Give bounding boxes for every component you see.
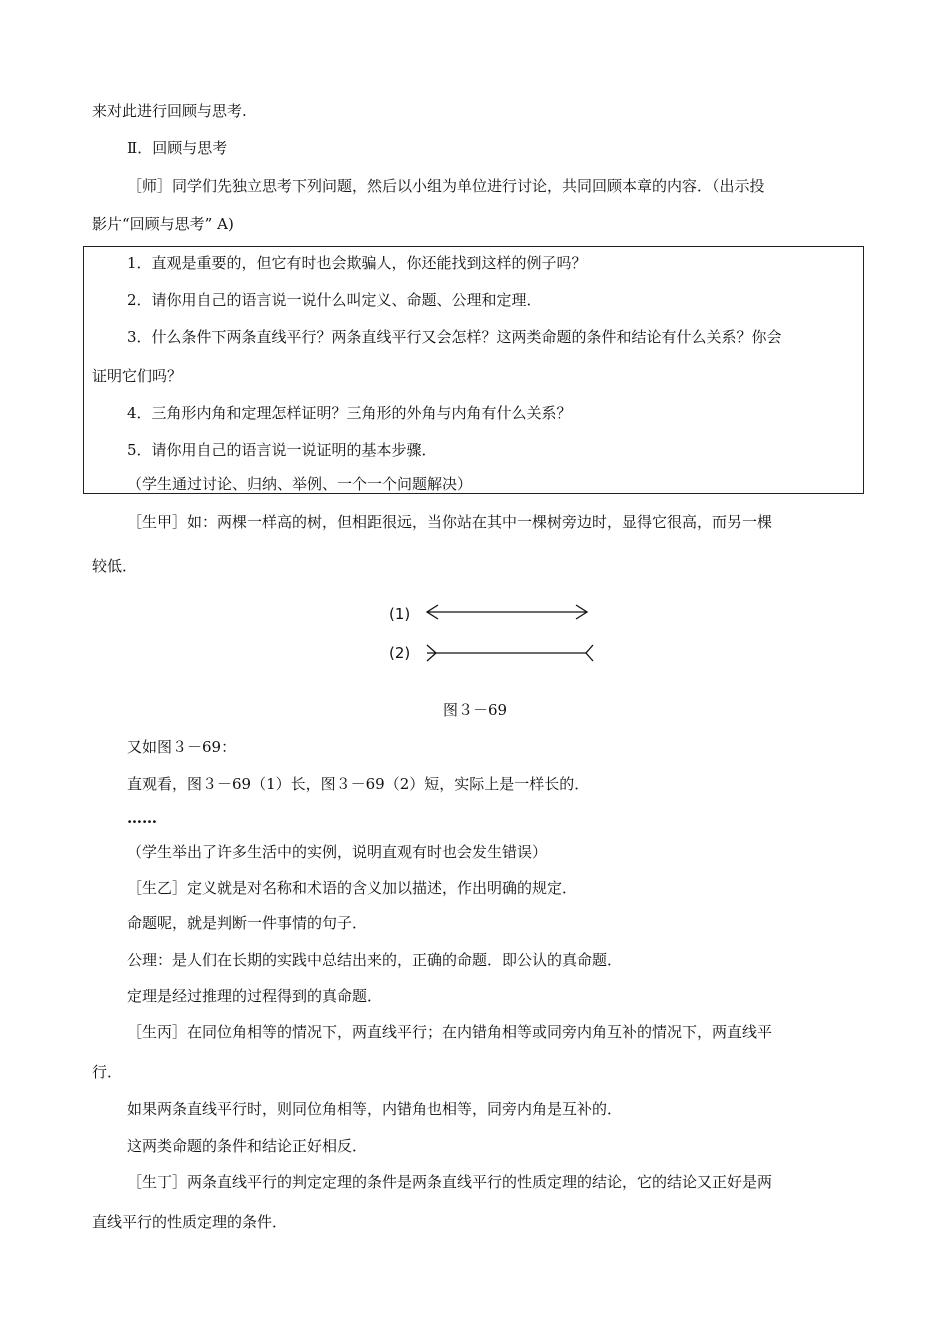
question-3-line1: 3．什么条件下两条直线平行？两条直线平行又会怎样？这两类命题的条件和结论有什么关系？你会 — [127, 328, 782, 346]
student-bing-line1: ［生丙］在同位角相等的情况下，两直线平行；在内错角相等或同旁内角互补的情况下，两直线平 — [127, 1023, 773, 1041]
figure-2-inward-arrows — [427, 645, 593, 661]
ellipsis: …… — [127, 809, 157, 827]
figure-label-1: (1) — [389, 605, 411, 623]
question-4: 4．三角形内角和定理怎样证明？三角形的外角与内角有什么关系？ — [127, 404, 572, 422]
paragraph-intro: 来对此进行回顾与思考. — [92, 102, 247, 120]
axiom-definition: 公理：是人们在长期的实践中总结出来的，正确的命题．即公认的真命题． — [127, 951, 623, 969]
theorem-definition: 定理是经过推理的过程得到的真命题． — [127, 987, 383, 1005]
teacher-paragraph-line2: 影片“回顾与思考” A) — [92, 215, 234, 233]
condition-conclusion-note: 这两类命题的条件和结论正好相反． — [127, 1137, 368, 1155]
parallel-properties: 如果两条直线平行时，则同位角相等，内错角也相等，同旁内角是互补的． — [127, 1100, 623, 1118]
student-ding-line1: ［生丁］两条直线平行的判定定理的条件是两条直线平行的性质定理的结论，它的结论又正好是两 — [127, 1173, 773, 1191]
proposition-definition: 命题呢，就是判断一件事情的句子． — [127, 914, 368, 932]
student-examples-note: （学生举出了许多生活中的实例，说明直观有时也会发生错误） — [127, 843, 548, 861]
question-2: 2．请你用自己的语言说一说什么叫定义、命题、公理和定理． — [127, 291, 542, 309]
figure-caption: 图３－69 — [442, 701, 508, 719]
figure-1-outward-arrows — [427, 605, 587, 619]
example-intro: 又如图３－69： — [127, 738, 237, 756]
student-jia-line1: ［生甲］如：两棵一样高的树，但相距很远，当你站在其中一棵树旁边时，显得它很高，而另一棵 — [127, 513, 773, 531]
student-jia-line2: 较低． — [92, 557, 138, 575]
student-yi-definition: ［生乙］定义就是对名称和术语的含义加以描述，作出明确的规定． — [127, 879, 578, 897]
figure-label-2: (2) — [389, 644, 411, 662]
student-bing-line2: 行． — [92, 1063, 123, 1081]
example-explanation: 直观看，图３－69（1）长，图３－69（2）短，实际上是一样长的． — [127, 775, 590, 793]
question-1: 1．直观是重要的，但它有时也会欺骗人，你还能找到这样的例子吗？ — [127, 254, 587, 272]
discussion-note: （学生通过讨论、归纳、举例、一个一个问题解决） — [127, 475, 473, 493]
teacher-paragraph-line1: ［师］同学们先独立思考下列问题，然后以小组为单位进行讨论，共同回顾本章的内容．（出示投 — [127, 177, 765, 195]
student-ding-line2: 直线平行的性质定理的条件． — [92, 1213, 288, 1231]
section-heading: Ⅱ．回顾与思考 — [127, 139, 228, 157]
question-3-line2: 证明它们吗？ — [92, 367, 183, 385]
question-5: 5．请你用自己的语言说一说证明的基本步骤． — [127, 441, 437, 459]
